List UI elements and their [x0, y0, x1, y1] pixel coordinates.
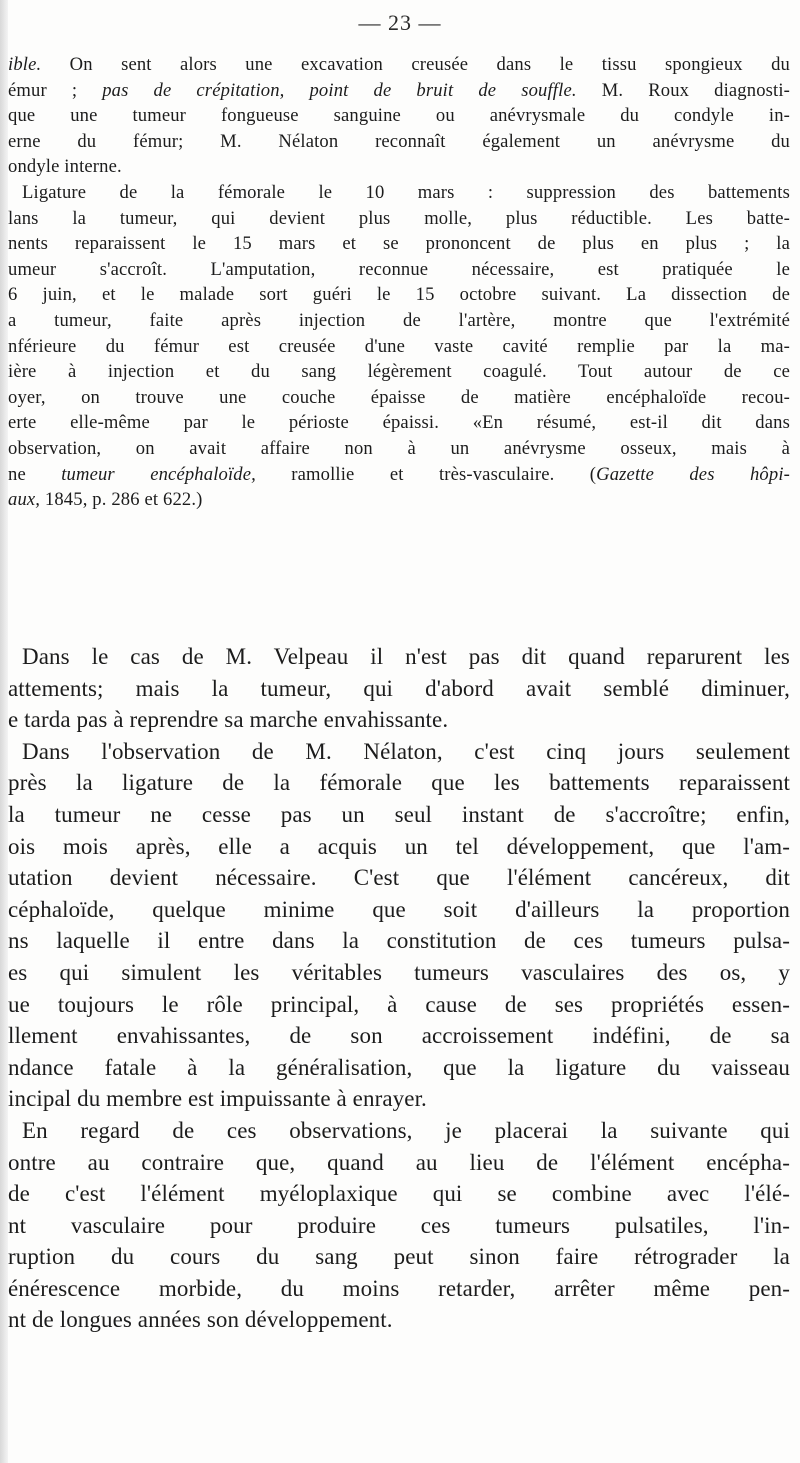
text-line: ns laquelle il entre dans la constitution de ces tumeurs pulsa-	[8, 928, 790, 954]
text-line	[8, 52, 790, 78]
italic-fragment: ible.	[8, 54, 42, 75]
text-line: En regard de ces observations, je placerai la suivante qui	[22, 1117, 790, 1143]
text-line: céphaloïde, quelque minime que soit d'ailleurs la proportion	[8, 896, 790, 922]
text-line: oyer, on trouve une couche épaisse de matière encéphaloïde recou-	[8, 386, 790, 408]
text-line: utation devient nécessaire. C'est que l'élément cancéreux, dit	[8, 865, 790, 891]
text-line: ruption du cours du sang peut sinon faire rétrograder la	[8, 1244, 790, 1270]
italic-fragment: tumeur encéphaloïde,	[61, 463, 256, 485]
page-number: — 23 —	[358, 10, 442, 35]
main-body-text	[8, 641, 790, 1336]
text-fragment: ne	[8, 463, 62, 485]
text-fragment: ramollie et très-vasculaire. (	[255, 463, 597, 485]
text-line: nférieure du fémur est creusée d'une vaste cavité remplie par la ma-	[8, 335, 790, 357]
text-line: ondyle interne.	[8, 156, 122, 178]
text-fragment: On sent alors une excavation creusée dans le tissu spongieux du	[41, 54, 790, 75]
text-line: que une tumeur fongueuse sanguine ou anévrysmale du condyle in-	[8, 105, 790, 127]
text-line: Dans le cas de M. Velpeau il n'est pas dit quand reparurent les	[22, 644, 790, 669]
text-line: 6 juin, et le malade sort guéri le 15 octobre suivant. La dissection de	[8, 284, 790, 306]
italic-fragment: aux,	[8, 489, 41, 511]
case-observation-text	[8, 52, 790, 513]
text-line: erne du fémur; M. Nélaton reconnaît également un anévrysme du	[8, 130, 790, 152]
text-line: attements; mais la tumeur, qui d'abord avait semblé diminuer,	[8, 675, 790, 701]
text-line: Dans l'observation de M. Nélaton, c'est cinq jours seulement	[22, 738, 790, 764]
text-line: llement envahissantes, de son accroissement indéfini, de sa	[8, 1023, 790, 1049]
text-line: ue toujours le rôle principal, à cause de ses propriétés essen-	[8, 991, 790, 1017]
text-line: énérescence morbide, du moins retarder, arrêter même pen-	[8, 1275, 790, 1301]
text-line: incipal du membre est impuissante à enrayer.	[8, 1086, 427, 1112]
text-line: nt de longues années son développement.	[8, 1307, 393, 1333]
text-line: près la ligature de la fémorale que les battements reparaissent	[8, 770, 790, 796]
text-line: nents reparaissent le 15 mars et se prononcent de plus en plus ; la	[8, 233, 790, 255]
text-line: observation, on avait affaire non à un anévrysme osseux, mais à	[8, 437, 790, 459]
text-line: e tarda pas à reprendre sa marche envahissante.	[8, 707, 449, 733]
text-line: ontre au contraire que, quand au lieu de l'élément encépha-	[8, 1149, 790, 1175]
text-line	[8, 462, 790, 488]
text-line: es qui simulent les véritables tumeurs vasculaires des os, y	[8, 959, 790, 985]
text-line: Ligature de la fémorale le 10 mars : suppression des battements	[22, 181, 790, 203]
italic-fragment: Gazette des hôpi-	[596, 463, 790, 485]
text-line: umeur s'accroît. L'amputation, reconnue nécessaire, est pratiquée le	[8, 258, 790, 280]
text-line: ois mois après, elle a acquis un tel développement, que l'am-	[8, 833, 790, 859]
text-line	[8, 78, 790, 104]
text-line: lans la tumeur, qui devient plus molle, plus réductible. Les batte-	[8, 207, 790, 229]
text-line	[8, 487, 790, 513]
text-line: a tumeur, faite après injection de l'artère, montre que l'extrémité	[8, 309, 790, 331]
text-line: erte elle-même par le périoste épaissi. «En résumé, est-il dit dans	[8, 412, 790, 434]
text-line: ière à injection et du sang légèrement coagulé. Tout autour de ce	[8, 361, 790, 383]
italic-fragment: pas de crépitation, point de bruit de souffle.	[102, 79, 577, 101]
page-binding-edge	[0, 0, 8, 1463]
text-line: nt vasculaire pour produire ces tumeurs pulsatiles, l'in-	[8, 1212, 790, 1238]
text-line: ndance fatale à la généralisation, que la ligature du vaisseau	[8, 1054, 790, 1080]
text-line: de c'est l'élément myéloplaxique qui se combine avec l'élé-	[8, 1181, 790, 1207]
text-fragment: M. Roux diagnosti-	[576, 79, 790, 101]
text-line: la tumeur ne cesse pas un seul instant de s'accroître; enfin,	[8, 801, 790, 827]
text-fragment: 1845, p. 286 et 622.)	[40, 489, 203, 511]
text-fragment: émur ;	[8, 79, 103, 101]
